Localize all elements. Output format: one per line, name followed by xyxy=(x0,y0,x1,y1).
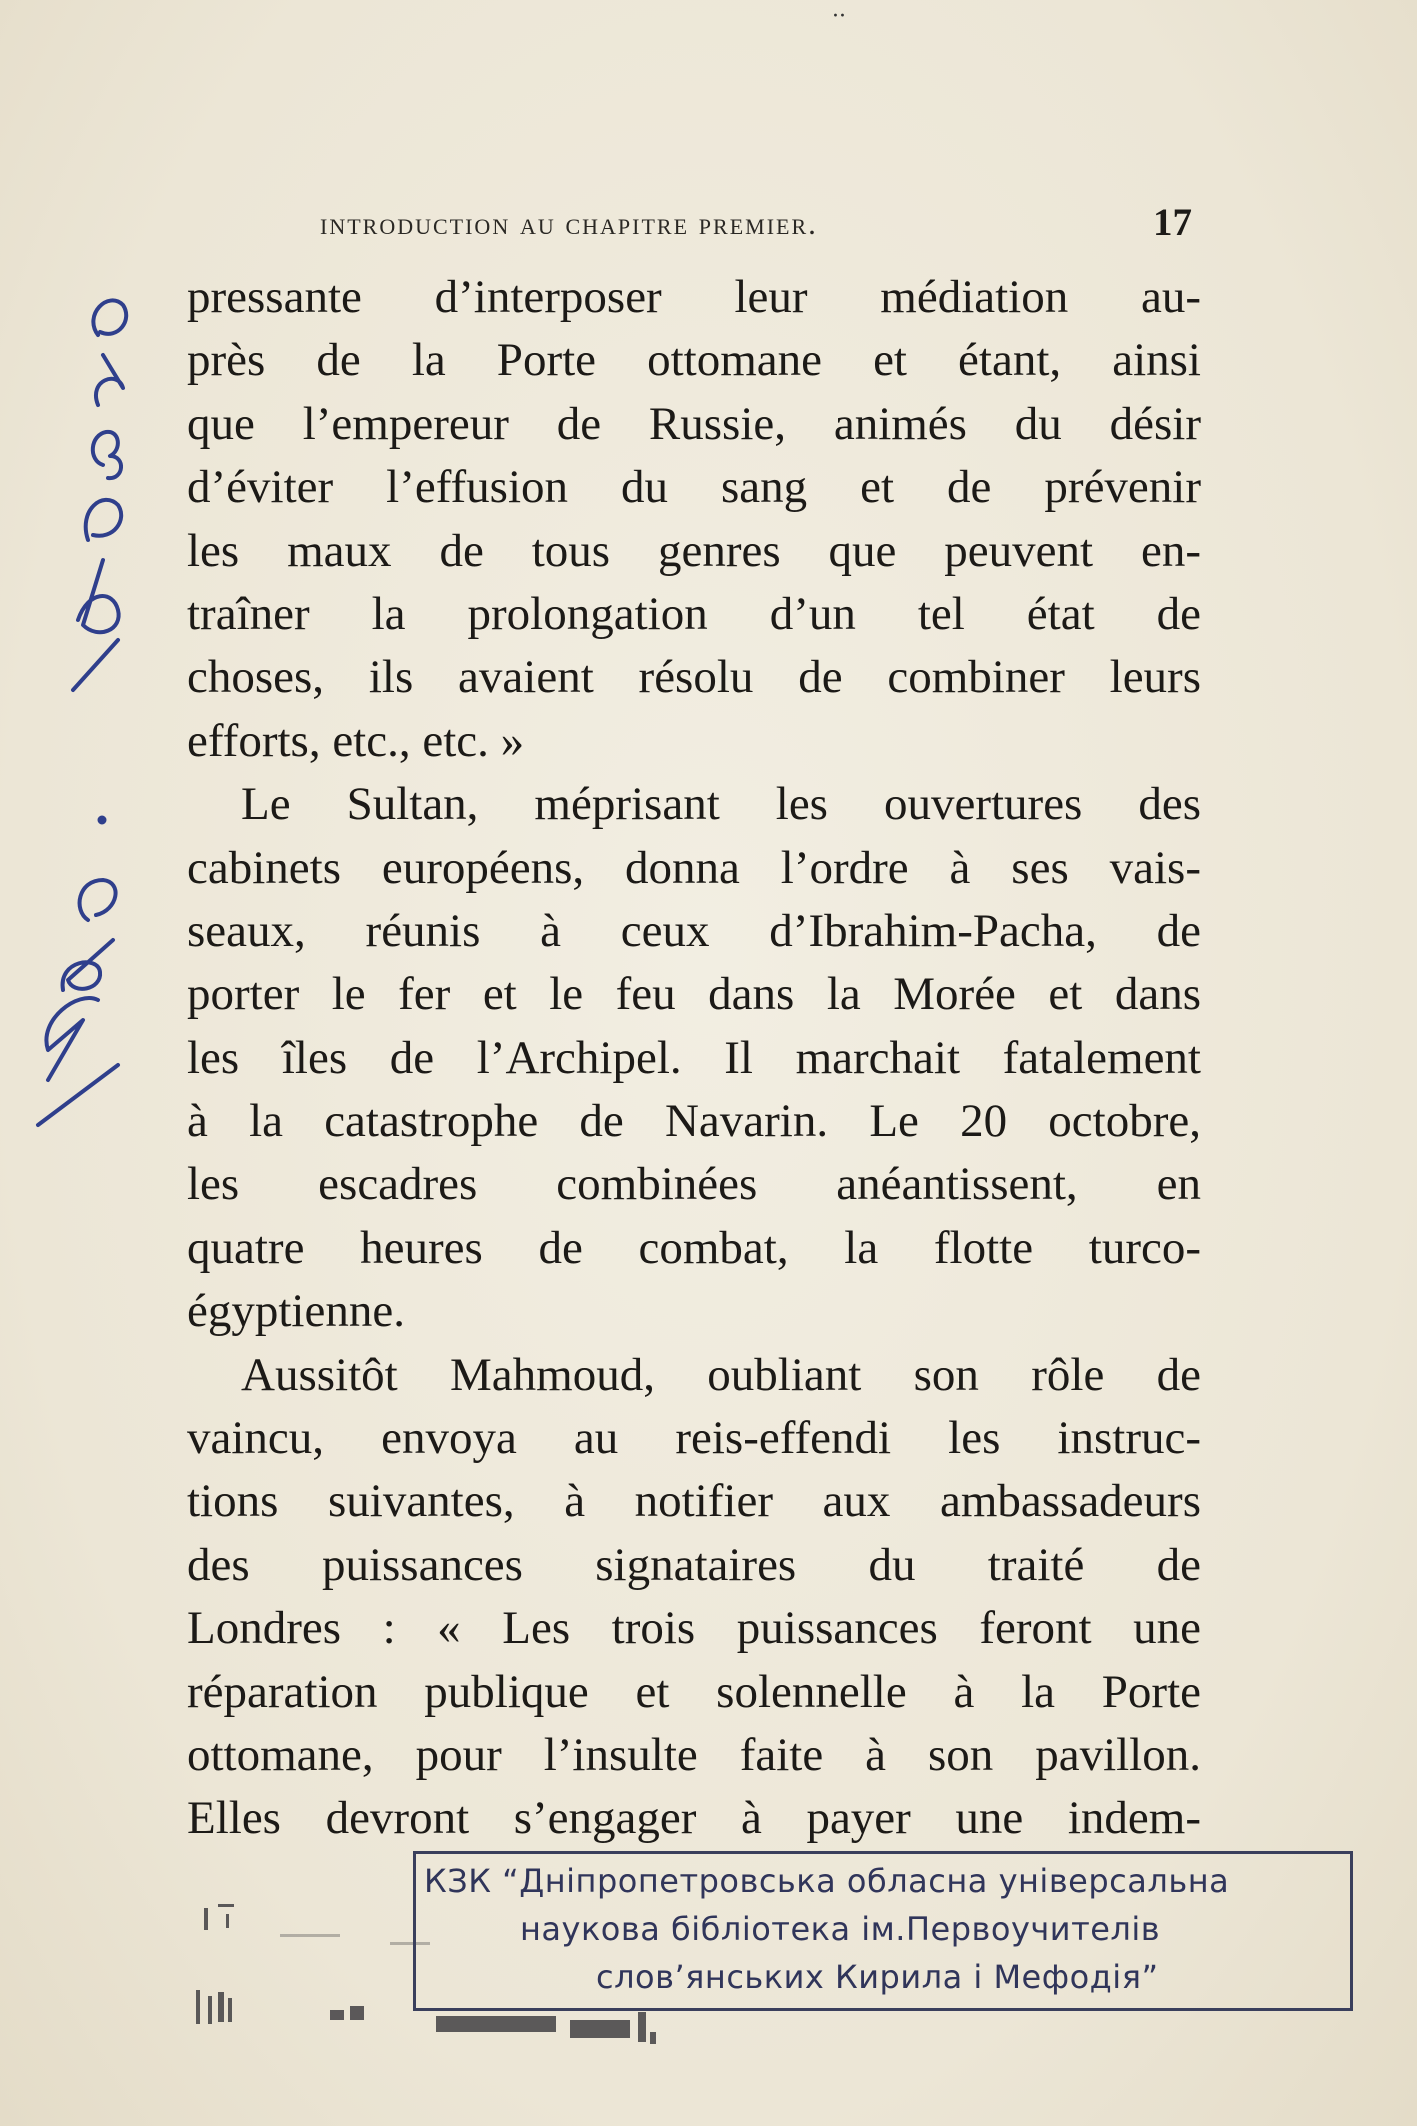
text-line: Londres : « Les trois puissances feront une xyxy=(187,1602,1201,1655)
text-line: les maux de tous genres que peuvent en- xyxy=(187,524,1201,577)
running-title: introduction au chapitre premier. xyxy=(320,206,818,241)
body-text xyxy=(187,266,1201,1851)
paragraph-start-line: Aussitôt Mahmoud, oubliant son rôle de xyxy=(241,1348,1201,1401)
handwritten-inventory-number xyxy=(18,220,138,1170)
text-line: les escadres combinées anéantissent, en xyxy=(187,1158,1201,1211)
text-line: les îles de l’Archipel. Il marchait fatalement xyxy=(187,1031,1201,1084)
text-line: à la catastrophe de Navarin. Le 20 octobre, xyxy=(187,1095,1201,1148)
running-head xyxy=(320,200,1200,250)
stamp-line: слов’янських Кирила і Мефодія” xyxy=(596,1958,1159,1996)
text-line: traîner la prolongation d’un tel état de xyxy=(187,587,1201,640)
paragraph-start-line: Le Sultan, méprisant les ouvertures des xyxy=(241,778,1201,831)
handwritten-number-drawing xyxy=(18,220,138,1170)
page-number: 17 xyxy=(1153,201,1192,244)
text-line: efforts, etc., etc. » xyxy=(187,714,525,767)
text-line: quatre heures de combat, la flotte turco- xyxy=(187,1221,1201,1274)
text-line: près de la Porte ottomane et étant, ainsi xyxy=(187,334,1201,387)
text-line: seaux, réunis à ceux d’Ibrahim-Pacha, de xyxy=(187,904,1201,957)
text-line: Elles devront s’engager à payer une indem- xyxy=(187,1792,1201,1845)
text-line: réparation publique et solennelle à la Porte xyxy=(187,1665,1201,1718)
text-line: cabinets européens, donna l’ordre à ses vais- xyxy=(187,841,1201,894)
text-line: pressante d’interposer leur médiation au- xyxy=(187,271,1201,323)
text-line: ottomane, pour l’insulte faite à son pavillon. xyxy=(187,1728,1201,1781)
text-line: que l’empereur de Russie, animés du désir xyxy=(187,397,1201,450)
text-line: égyptienne. xyxy=(187,1285,405,1338)
ink-speck: ·· xyxy=(832,4,846,29)
text-line: des puissances signataires du traité de xyxy=(187,1538,1201,1591)
stamp-line: КЗК “Дніпропетровська обласна універсальна xyxy=(424,1862,1230,1900)
library-stamp xyxy=(413,1851,1353,2011)
text-line: tions suivantes, à notifier aux ambassadeurs xyxy=(187,1475,1201,1528)
text-line: vaincu, envoya au reis-effendi les instruc- xyxy=(187,1412,1201,1465)
text-line: d’éviter l’effusion du sang et de prévenir xyxy=(187,461,1201,514)
text-line: choses, ils avaient résolu de combiner leurs xyxy=(187,651,1201,704)
text-line: porter le fer et le feu dans la Morée et dans xyxy=(187,968,1201,1021)
stamp-line: наукова бібліотека ім.Первоучителів xyxy=(520,1910,1161,1948)
